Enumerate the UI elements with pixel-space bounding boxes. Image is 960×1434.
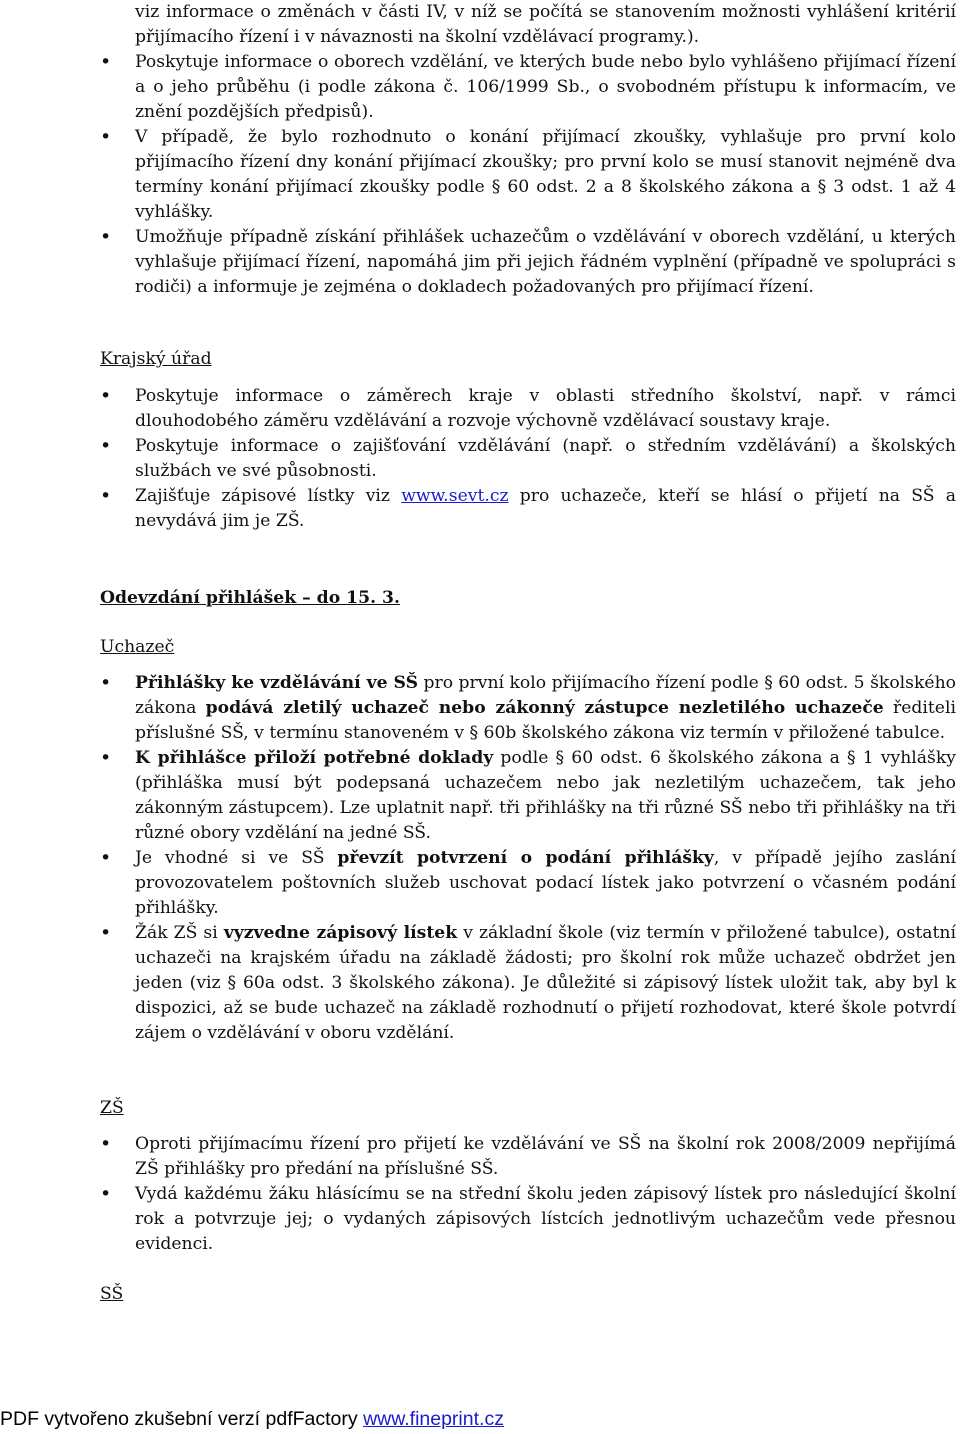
uchazec-item1-bold2: podává zletilý uchazeč nebo zákonný zástupce nezletilého uchazeče: [205, 698, 884, 718]
krajsky-urad-item-zapisove-listky: [100, 484, 956, 534]
krajsky-urad-item-zamery: • Poskytuje informace o záměrech kraje v oblasti středního školství, např. v rámci dlouhodobého záměru vzdělávání a rozvoje výchovně vzdělávací soustavy kraje.: [100, 384, 956, 434]
sevt-link[interactable]: www.sevt.cz: [401, 486, 509, 506]
uchazec-item4-text1: Žák ZŠ si: [135, 923, 224, 943]
uchazec-item1-bold1: Přihlášky ke vzdělávání ve SŠ: [135, 673, 418, 693]
krajsky-urad-item3-text-after: pro uchazeče, kteří se hlásí o přijetí na SŠ a nevydává jim je ZŠ.: [135, 486, 956, 531]
pdf-footer: [0, 1406, 504, 1432]
intro-list: [100, 50, 956, 300]
uchazec-item1-text1: pro první kolo přijímacího řízení podle § 60 odst. 5 školského zákona: [135, 673, 957, 718]
uchazec-item3-text1: Je vhodné si ve SŠ: [135, 848, 338, 868]
uchazec-section: [100, 635, 956, 660]
krajsky-urad-item-vzdelavani: • Poskytuje informace o zajišťování vzdělávání (např. o středním vzdělávání) a školských službách ve své působnosti.: [100, 434, 956, 484]
zs-item-neprijima: • Oproti přijímacímu řízení pro přijetí ke vzdělávání ve SŠ na školní rok 2008/2009 nepřijímá ZŠ přihlášky pro předání na příslušné SŠ.: [100, 1132, 956, 1182]
uchazec-item1-text2: řediteli příslušné SŠ, v termínu stanoveném v § 60b školského zákona viz termín v přiložené tabulce.: [135, 698, 956, 743]
uchazec-list: [100, 671, 956, 1046]
zs-list: [100, 1132, 956, 1257]
krajsky-urad-heading: Krajský úřad: [100, 349, 212, 369]
deadline-section: [100, 586, 956, 611]
intro-item-prijimaci-zkouska: • V případě, že bylo rozhodnuto o konání přijímací zkoušky, vyhlašuje pro první kolo přijímacího řízení dny konání přijímací zkoušky; pro první kolo se musí stanovit nejméně dva termíny konání přijímací zkoušky podle § 60 odst. 2 a 8 školského zákona a § 3 odst. 1 až 4 vyhlášky.: [100, 125, 956, 225]
uchazec-list-section: [100, 671, 956, 1046]
uchazec-item3-bold1: převzít potvrzení o podání přihlášky: [337, 848, 714, 868]
uchazec-item2-text1: podle § 60 odst. 6 školského zákona a § 1 vyhlášky (přihláška musí být podepsaná uchazečem nebo jak nezletilým uchazečem, tak jeho zákonným zástupcem). Lze uplatnit např. tři přihlášky na tři různé SŠ nebo tři přihlášky na tři různé obory vzdělání na jedné SŠ.: [135, 748, 956, 843]
krajsky-urad-list-section: [100, 384, 956, 534]
continuation-text: viz informace o změnách v části IV, v níž se počítá se stanovením možnosti vyhlášení kritérií přijímacího řízení i v návaznosti na školní vzdělávací programy.).: [135, 2, 956, 47]
intro-item-oborech: • Poskytuje informace o oborech vzdělání, ve kterých bude nebo bylo vyhlášeno přijímací řízení a o jeho průběhu (i podle zákona č. 106/1999 Sb., o svobodném přístupu k informacím, ve znění pozdějších předpisů).: [100, 50, 956, 125]
footer-text: PDF vytvořeno zkušební verzí pdfFactory: [0, 1408, 364, 1430]
krajsky-urad-item3-text: Zajišťuje zápisové lístky viz: [135, 486, 402, 506]
intro-item-prihlasky: • Umožňuje případně získání přihlášek uchazečům o vzdělávání v oborech vzdělání, u kterých vyhlašuje přijímací řízení, napomáhá jim při jejich řádném vyplnění (případně ve spolupráci s rodiči) a informuje je zejména o dokladech požadovaných pro přijímací řízení.: [100, 225, 956, 300]
zs-list-section: [100, 1132, 956, 1257]
continuation-paragraph: [100, 0, 956, 50]
uchazec-item3-text2: , v případě jejího zaslání provozovatelem poštovních služeb uschovat podací lístek jako potvrzení o včasném podání přihlášky.: [135, 848, 957, 918]
zs-heading: ZŠ: [100, 1098, 124, 1118]
uchazec-item4-text2: v základní škole (viz termín v přiložené tabulce), ostatní uchazeči na krajském úřadu na základě žádosti; pro školní rok může uchazeč obdržet jen jeden (viz § 60a odst. 3 školského zákona). Je důležité si zápisový lístek uložit tak, aby byl k dispozici, až se bude uchazeč na základě rozhodnutí o přijetí rozhodovat, které škole potvrdí zájem o vzdělávání v oboru vzdělání.: [135, 923, 957, 1043]
uchazec-item-potvrzeni: [100, 846, 956, 921]
fineprint-link[interactable]: www.fineprint.cz: [363, 1408, 504, 1430]
uchazec-item-doklady: [100, 746, 956, 846]
ss-section: [100, 1282, 956, 1307]
ss-heading: SŠ: [100, 1284, 124, 1304]
zs-item-vyda-listek: • Vydá každému žáku hlásícímu se na střední školu jeden zápisový lístek pro následující školní rok a potvrzuje jej; o vydaných zápisových lístcích jednotlivým uchazečům vede přesnou evidenci.: [100, 1182, 956, 1257]
uchazec-item2-bold1: K přihlášce přiloží potřebné doklady: [135, 748, 494, 768]
intro-list-section: [100, 50, 956, 300]
uchazec-item-zapisovy-listek: [100, 921, 956, 1046]
uchazec-heading: Uchazeč: [100, 637, 175, 657]
krajsky-urad-list: [100, 384, 956, 534]
krajsky-urad-section: [100, 347, 956, 372]
deadline-heading: Odevzdání přihlášek – do 15. 3.: [100, 588, 400, 608]
uchazec-item-prihlasky: [100, 671, 956, 746]
zs-section: [100, 1096, 956, 1121]
uchazec-item4-bold1: vyzvedne zápisový lístek: [223, 923, 458, 943]
